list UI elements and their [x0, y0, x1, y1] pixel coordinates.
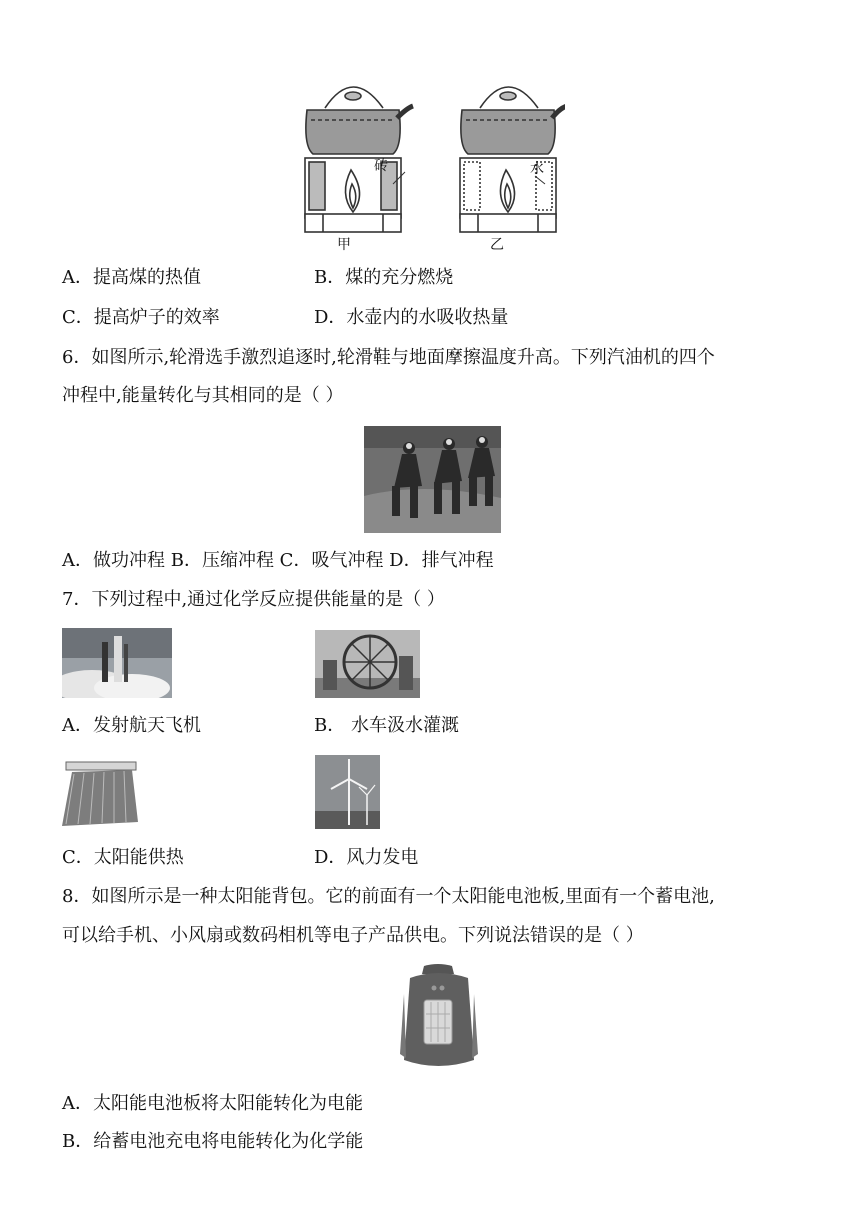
q5-option-d[interactable]: D．水壶内的水吸收热量 — [314, 307, 509, 328]
q7-stem: 7．下列过程中,通过化学反应提供能量的是（ ） — [62, 589, 445, 610]
q8-option-a[interactable]: A．太阳能电池板将太阳能转化为电能 — [62, 1093, 363, 1114]
q6-options[interactable]: A．做功冲程 B．压缩冲程 C．吸气冲程 D．排气冲程 — [62, 550, 494, 571]
tag-brick: 砖 — [374, 158, 388, 174]
q5-option-c[interactable]: C．提高炉子的效率 — [62, 307, 220, 328]
q6-stem-line1: 6．如图所示,轮滑选手激烈追逐时,轮滑鞋与地面摩擦温度升高。下列汽油机的四个 — [62, 347, 715, 368]
q7-option-b[interactable]: B． 水车汲水灌溉 — [314, 715, 459, 736]
kettle-stove-figure — [295, 66, 565, 258]
q8-option-b[interactable]: B．给蓄电池充电将电能转化为化学能 — [62, 1131, 364, 1152]
q5-option-b[interactable]: B．煤的充分燃烧 — [314, 267, 454, 288]
roller-skaters-photo — [364, 426, 501, 533]
solar-backpack-photo — [396, 964, 481, 1074]
q7-option-c[interactable]: C．太阳能供热 — [62, 847, 184, 868]
label-jia: 甲 — [337, 237, 351, 253]
q5-option-a[interactable]: A．提高煤的热值 — [62, 267, 201, 288]
q8-stem-line2: 可以给手机、小风扇或数码相机等电子产品供电。下列说法错误的是（ ） — [62, 925, 644, 946]
wind-turbines-photo — [315, 755, 380, 829]
space-shuttle-launch-photo — [62, 628, 172, 698]
q6-stem-line2: 冲程中,能量转化与其相同的是（ ） — [62, 385, 344, 406]
q7-option-d[interactable]: D．风力发电 — [314, 847, 419, 868]
q8-stem-line1: 8．如图所示是一种太阳能背包。它的前面有一个太阳能电池板,里面有一个蓄电池, — [62, 886, 715, 907]
tag-water: 水 — [530, 161, 544, 177]
solar-water-heater-photo — [62, 756, 140, 830]
water-wheel-photo — [315, 630, 420, 698]
q7-option-a[interactable]: A．发射航天飞机 — [62, 715, 201, 736]
label-yi: 乙 — [490, 237, 504, 253]
